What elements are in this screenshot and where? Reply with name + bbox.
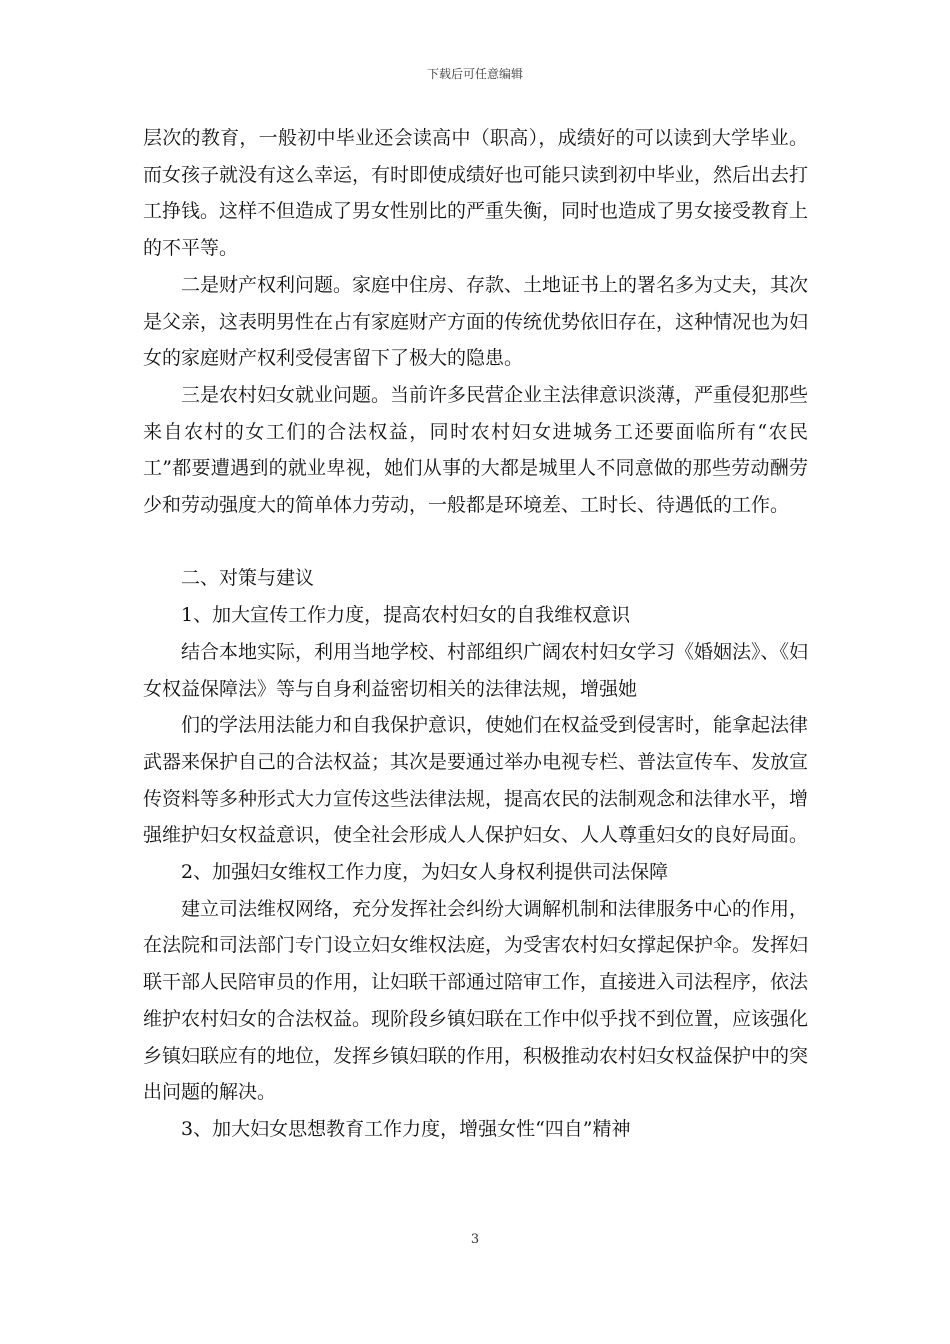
paragraph: 三是农村妇女就业问题。当前许多民营企业主法律意识淡薄，严重侵犯那些来自农村的女工们的合法权益，同时农村妇女进城务工还要面临所有“农民工”都要遭遇到的就业卑视，她们从事的大都是城里人不同意做的那些劳动酬劳少和劳动强度大的简单体力劳动，一般都是环境差、工时长、待遇低的工作。: [143, 383, 809, 517]
blank-line: [143, 524, 808, 561]
page-header: 下载后可任意编辑: [426, 67, 523, 81]
subsection-heading: 3、加大妇女思想教育工作力度，增强女性“四自”精神: [181, 1117, 631, 1140]
subsection-heading: 2、加强妇女维权工作力度，为妇女人身权利提供司法保障: [181, 861, 669, 884]
section-heading: 二、对策与建议: [181, 567, 315, 590]
paragraph: 层次的教育，一般初中毕业还会读高中（职高），成绩好的可以读到大学毕业。而女孩子就没有这么幸运，有时即使成绩好也可能只读到初中毕业，然后出去打工挣钱。这样不但造成了男女性别比的严重失衡，同时也造成了男女接受教育上的不平等。: [143, 127, 809, 260]
subsection-heading: 1、加大宣传工作力度，提高农村妇女的自我维权意识: [181, 604, 631, 627]
paragraph: 们的学法用法能力和自我保护意识，使她们在权益受到侵害时，能拿起法律武器来保护自己的合法权益；其次是要通过举办电视专栏、普法宣传车、发放宣传资料等多种形式大力宣传这些法律法规，提高农民的法制观念和法律水平，增强维护妇女权益意识，使全社会形成人人保护妇女、人人尊重妇女的良好局面。: [143, 714, 809, 847]
paragraph: 二是财产权利问题。家庭中住房、存款、土地证书上的署名多为丈夫，其次是父亲，这表明男性在占有家庭财产方面的传统优势依旧存在，这种情况也为妇女的家庭财产权利受侵害留下了极大的隐患。: [143, 273, 809, 370]
paragraph: 结合本地实际，利用当地学校、村部组织广阔农村妇女学习《婚姻法》、《妇女权益保障法》等与自身利益密切相关的法律法规，增强她: [143, 640, 809, 700]
document-body: [143, 120, 808, 1148]
paragraph: 建立司法维权网络，充分发挥社会纠纷大调解机制和法律服务中心的作用，在法院和司法部门专门设立妇女维权法庭，为受害农村妇女撑起保护伞。发挥妇联干部人民陪审员的作用，让妇联干部通过陪审工作，直接进入司法程序，依法维护农村妇女的合法权益。现阶段乡镇妇联在工作中似乎找不到位置，应该强化乡镇妇联应有的地位，发挥乡镇妇联的作用，积极推动农村妇女权益保护中的突出问题的解决。: [143, 897, 809, 1104]
page-number: 3: [470, 1232, 480, 1247]
